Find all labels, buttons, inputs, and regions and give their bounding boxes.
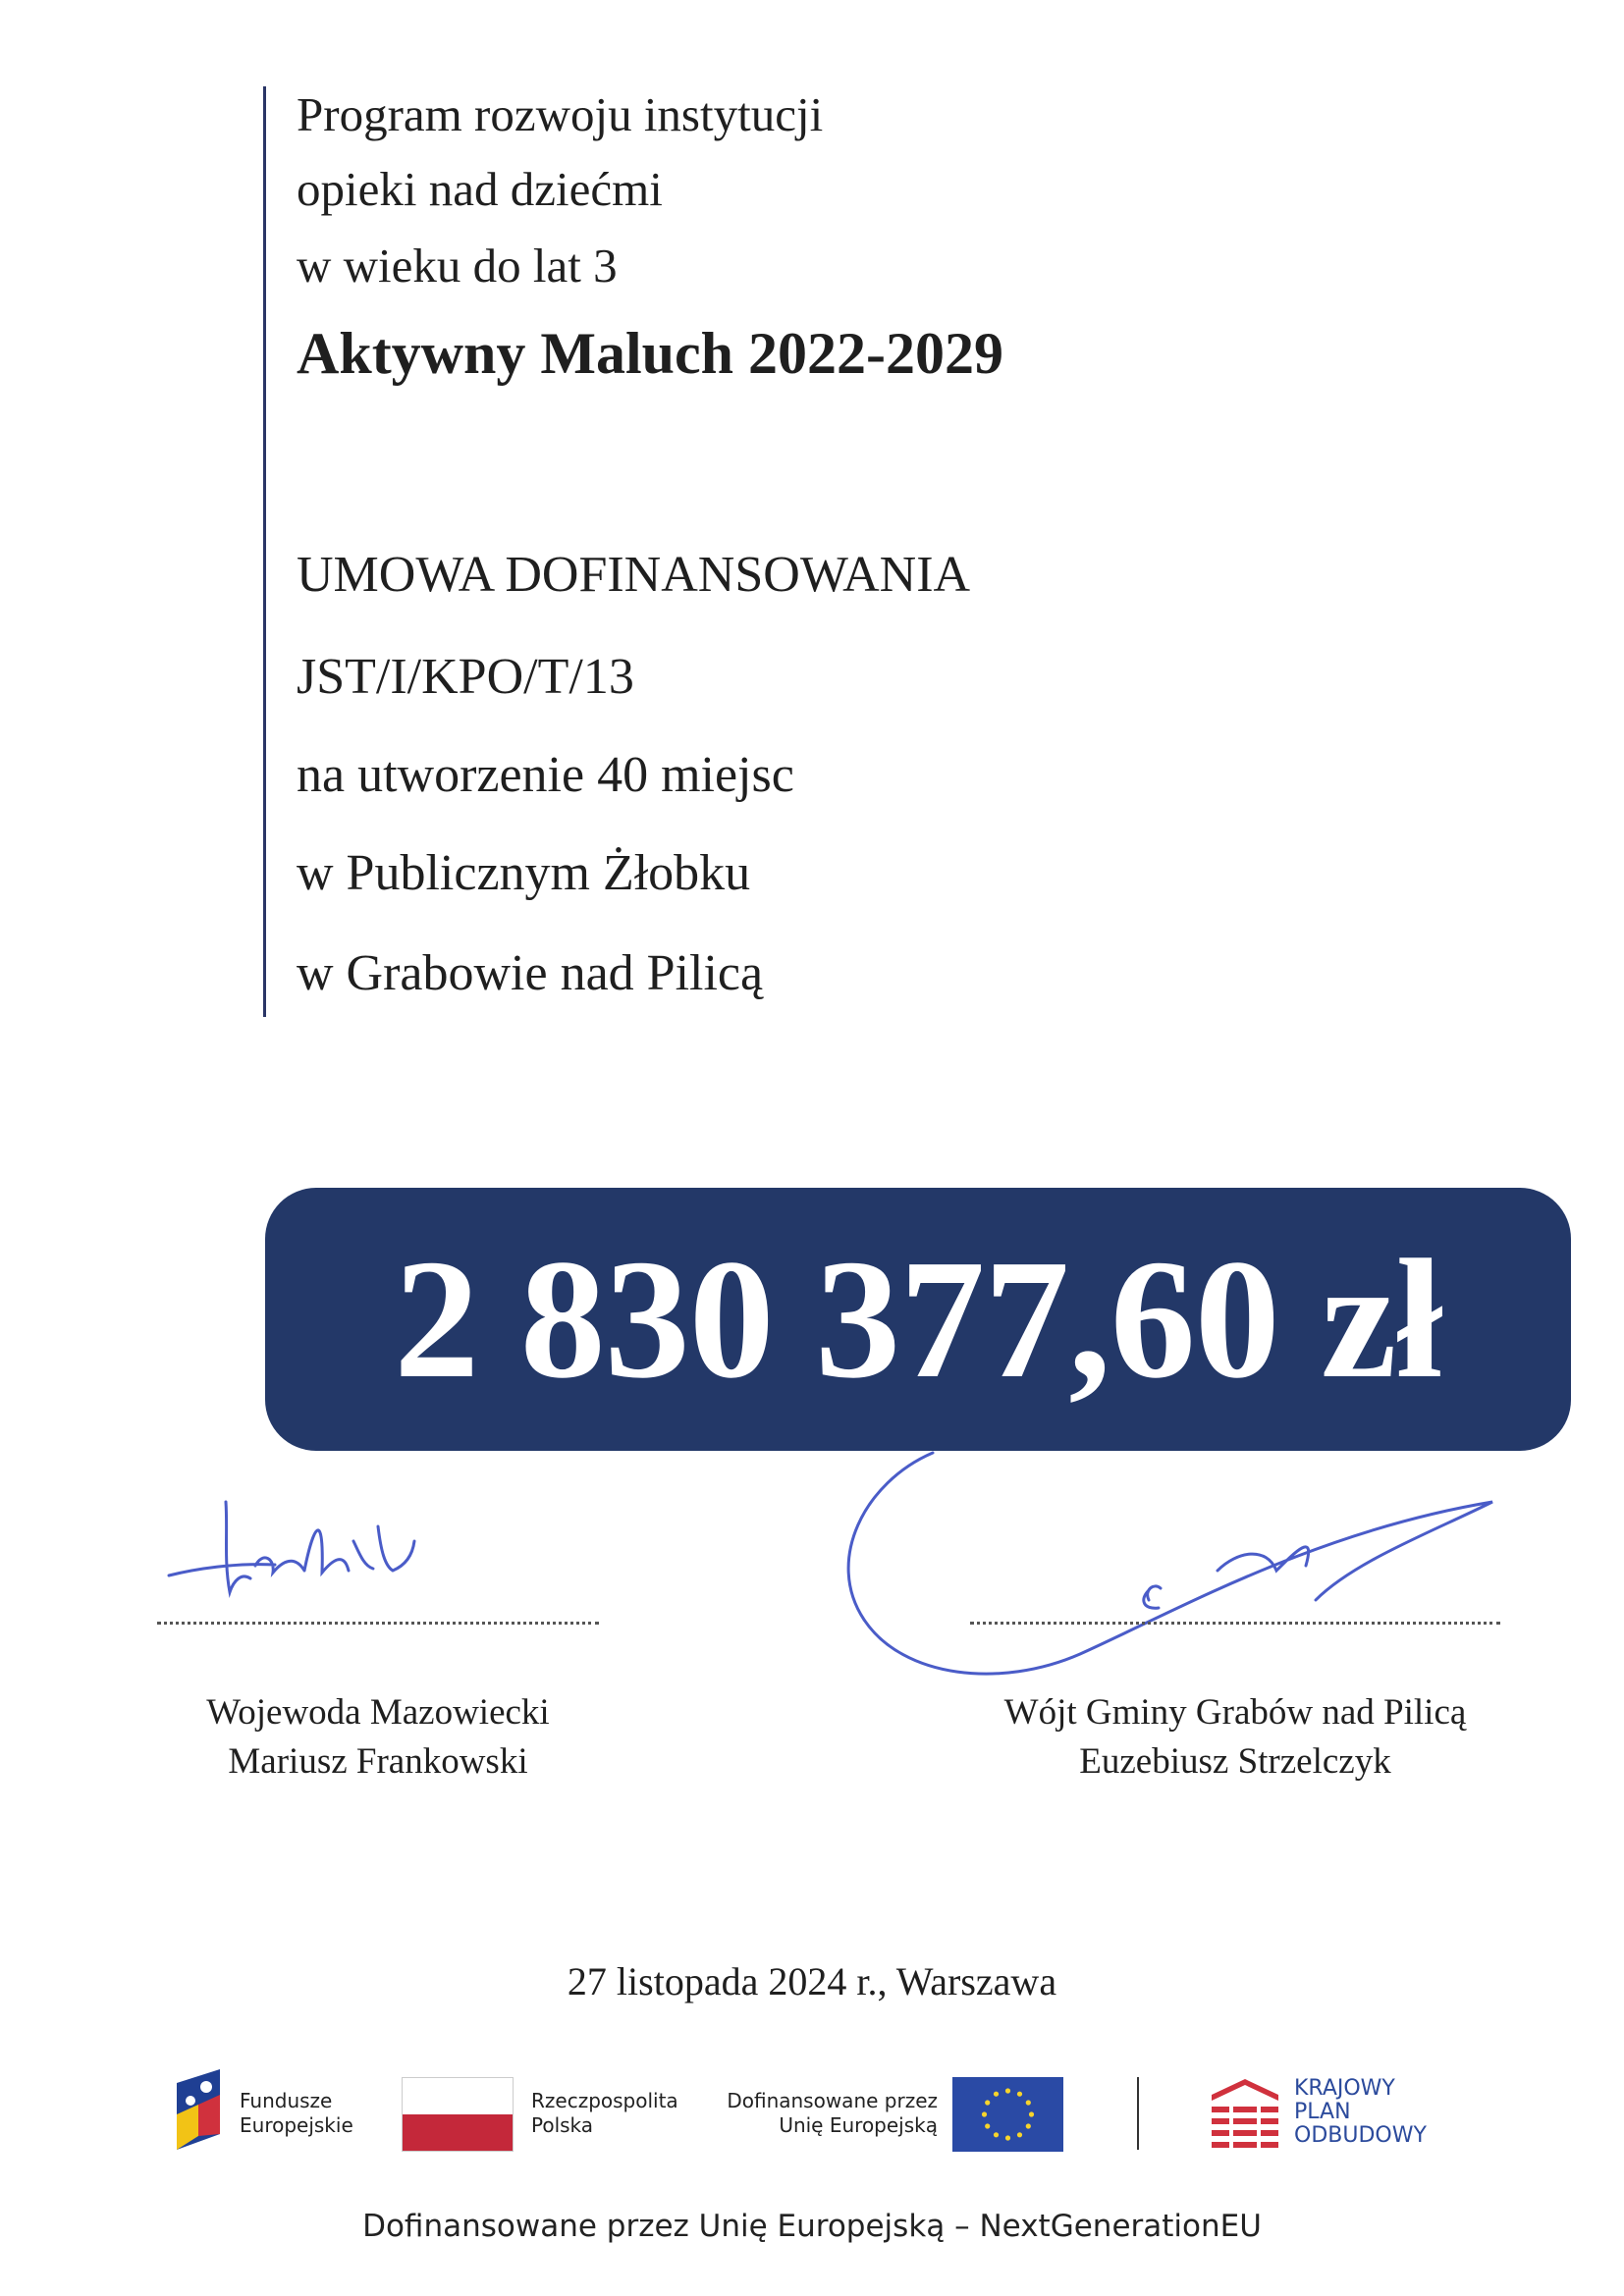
fe-line-2: Europejskie [240, 2113, 353, 2137]
right-signature-line [970, 1622, 1500, 1625]
agreement-purpose-3: w Grabowie nad Pilicą [297, 945, 764, 1001]
rp-logo-text [531, 2089, 678, 2138]
rp-line-2: Polska [531, 2113, 594, 2137]
fundusze-europejskie-logo-icon [173, 2065, 224, 2154]
fe-logo-text [240, 2089, 353, 2138]
left-signatory-name: Mariusz Frankowski [228, 1741, 528, 1782]
rp-line-1: Rzeczpospolita [531, 2089, 678, 2112]
right-signatory [970, 1688, 1500, 1787]
kpo-logo-text [1294, 2077, 1427, 2148]
eu-logo-text [707, 2089, 938, 2138]
program-line-1: Program rozwoju instytucji [297, 87, 824, 141]
left-signature-icon [157, 1482, 550, 1620]
amount-banner [265, 1188, 1571, 1451]
left-signatory [157, 1688, 599, 1787]
eu-flag-icon [952, 2077, 1063, 2152]
program-line-3: w wieku do lat 3 [297, 239, 618, 293]
right-signature-icon [805, 1453, 1512, 1708]
amount-value: 2 830 377,60 zł [394, 1224, 1442, 1414]
logo-separator [1137, 2077, 1139, 2150]
agreement-title: UMOWA DOFINANSOWANIA [297, 547, 971, 603]
kpo-logo-icon [1210, 2077, 1280, 2152]
program-name: Aktywny Maluch 2022-2029 [297, 321, 1004, 386]
eu-line-2: Unię Europejską [779, 2113, 938, 2137]
footer-funding-note: Dofinansowane przez Unię Europejską – NextGenerationEU [362, 2209, 1262, 2244]
kpo-line-3: ODBUDOWY [1294, 2123, 1427, 2148]
right-signatory-name: Euzebiusz Strzelczyk [1079, 1741, 1391, 1782]
left-signature-line [157, 1622, 599, 1625]
agreement-number: JST/I/KPO/T/13 [297, 649, 634, 705]
polish-flag-icon [402, 2077, 514, 2152]
accent-vertical-bar [263, 86, 266, 1017]
date-place: 27 listopada 2024 r., Warszawa [567, 1959, 1057, 2003]
left-signatory-role: Wojewoda Mazowiecki [206, 1692, 550, 1733]
agreement-purpose-2: w Publicznym Żłobku [297, 845, 751, 901]
kpo-line-2: PLAN [1294, 2100, 1351, 2124]
agreement-purpose-1: na utworzenie 40 miejsc [297, 747, 794, 803]
right-signatory-role: Wójt Gminy Grabów nad Pilicą [1003, 1692, 1467, 1733]
kpo-line-1: KRAJOWY [1294, 2076, 1395, 2101]
program-line-2: opieki nad dziećmi [297, 162, 663, 216]
eu-line-1: Dofinansowane przez [727, 2089, 938, 2112]
fe-line-1: Fundusze [240, 2089, 333, 2112]
